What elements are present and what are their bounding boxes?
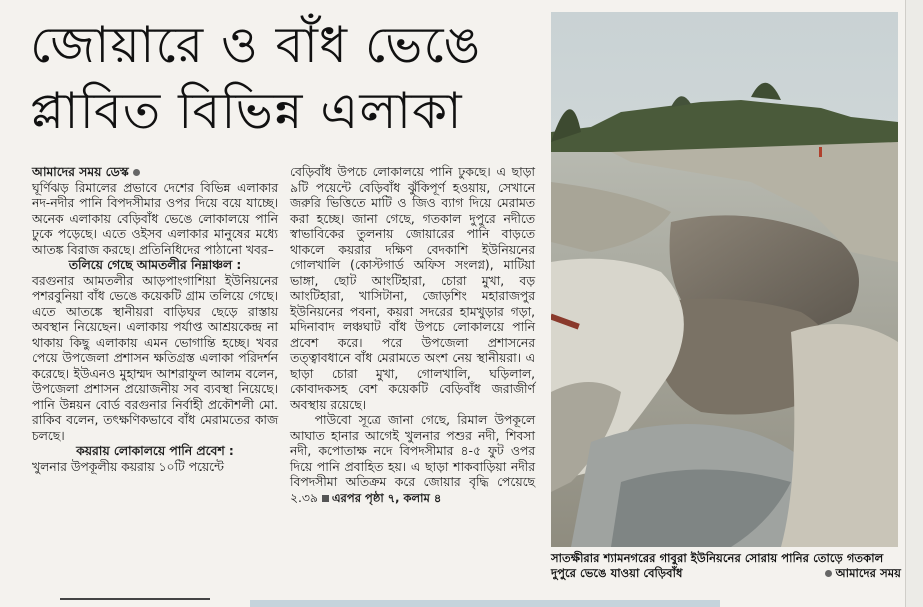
article-paragraph-koyra-start: খুলনার উপকূলীয় কয়রায় ১০টি পয়েন্টে: [32, 459, 224, 474]
article-intro: ঘূর্ণিঝড় রিমালের প্রভাবে দেশের বিভিন্ন এলাকার নদ-নদীর পানি বিপদসীমার ওপর দিয়ে বয়ে যাচ্ছে। অনেক এলাকায় বেড়িবাঁধ ভেঙে লোকালয়ে পানি ঢুকে পড়েছে। এতে ওইসব এলাকার মানুষের মধ্যে আতঙ্ক বিরাজ করছে। প্রতিনিধিদের পাঠানো খবর–: [32, 180, 278, 257]
article-paragraph-amtali: বরগুনার আমতলীর আড়পাংগাশিয়া ইউনিয়নের পশরবুনিয়া বাঁধ ভেঙে কয়েকটি গ্রাম তলিয়ে গেছে। এতে আতঙ্কে স্থানীয়রা বাড়িঘর ছেড়ে রাস্তায় অবস্থান নিয়েছেন। এলাকায় পর্যাপ্ত আশ্রয়কেন্দ্র না থাকায় কিছু এলাকায় এমন ভোগান্তি হচ্ছে। খবর পেয়ে উপজেলা প্রশাসন ক্ষতিগ্রস্ত এলাকা পরিদর্শন করেছে। ইউএনও মুহাম্মদ আশরাফুল আলম বলেন, উপজেলা প্রশাসন প্রয়োজনীয় সব ব্যবস্থা নিয়েছে। পানি উন্নয়ন বোর্ড বরগুনার নির্বাহী প্রকৌশলী মো. রাকিব বলেন, তৎক্ষণিকভাবে বাঁধ মেরামতের কাজ চলছে।: [32, 273, 278, 443]
flood-photo-image: [551, 12, 898, 547]
bottom-rule: [60, 598, 210, 607]
credit-dot-icon: [825, 570, 832, 577]
article-paragraph-paubo: পাউবো সূত্রে জানা গেছে, রিমাল উপকূলে আঘাত হানার আগেই খুলনার পশুর নদী, শিবসা নদী, কপোতাক্ষ নদে বিপদসীমার ৪-৫ ফুট ওপর দিয়ে পানি প্রবাহিত হয়। এ ছাড়া শাকবাড়িয়া নদীর বিপদসীমা অতিক্রম করে জোয়ার বৃদ্ধি পেয়েছে ২.৩৯: [290, 413, 535, 505]
photo-caption: [551, 551, 901, 581]
adjacent-column-edge: [905, 0, 923, 607]
continued-marker-icon: [322, 495, 329, 502]
article-paragraph-koyra: বেড়িবাঁধ উপচে লোকালয়ে পানি ঢুকছে। এ ছাড়া ৯টি পয়েন্টে বেড়িবাঁধ ঝুঁকিপূর্ণ হওয়ায়, সেখানে জরুরি ভিত্তিতে মাটি ও জিও ব্যাগ দিয়ে মেরামত করা হচ্ছে। জানা গেছে, গতকাল দুপুরে নদীতে স্বাভাবিকের তুলনায় জোয়ারের পানি বাড়তে থাকলে কয়রার দক্ষিণ বেদকাশি ইউনিয়নের গোলখালি (কোস্টগার্ড অফিস সংলগ্ন), মাটিয়া ভাঙ্গা, ছোট আংটিহারা, চোরা মুখা, বড় আংটিহারা, খাসিটানা, জোড়শিং মহারাজপুর ইউনিয়নের পবনা, কয়রা সদরের হামখুড়ার গড়া, মদিনাবাদ লঞ্চঘাট বাঁধ উপচে লোকালয়ে পানি প্রবেশ করে। পরে উপজেলা প্রশাসনের তত্ত্বাবধানে বাঁধ মেরামতে অংশ নেয় স্থানীয়রা। এ ছাড়া চোরা মুখা, গোলখালি, ঘড়িলাল, কোবাদকসহ বেশ কয়েকটি বেড়িবাঁধ জরাজীর্ণ অবস্থায় রয়েছে।: [290, 165, 535, 412]
subhead-koyra: কয়রায় লোকালয়ে পানি প্রবেশ :: [76, 444, 234, 458]
photo-caption-text: সাতক্ষীরার শ্যামনগরের গাবুরা ইউনিয়নের সোরায় পানির তোড়ে গতকাল দুপুরে ভেঙে যাওয়া বেড়িবাঁধ: [551, 551, 884, 580]
continued-reference[interactable]: এরপর পৃষ্ঠা ৭, কলাম ৪: [331, 490, 442, 505]
photo-credit: [825, 566, 901, 581]
subhead-amtali: তলিয়ে গেছে আমতলীর নিম্নাঞ্চল :: [68, 258, 242, 272]
article-column-1: [32, 165, 278, 475]
headline-line-1: জোয়ারে ও বাঁধ ভেঙে: [30, 16, 482, 74]
photo-credit-text: আমাদের সময়: [835, 566, 901, 580]
flood-photo: [551, 12, 898, 547]
headline-line-2: প্লাবিত বিভিন্ন এলাকা: [30, 82, 463, 140]
headline: [30, 12, 540, 144]
article-column-2: [290, 165, 535, 506]
bottom-banner-edge: [250, 600, 720, 607]
byline: আমাদের সময় ডেস্ক: [32, 165, 129, 179]
byline-dot-icon: [133, 169, 140, 176]
